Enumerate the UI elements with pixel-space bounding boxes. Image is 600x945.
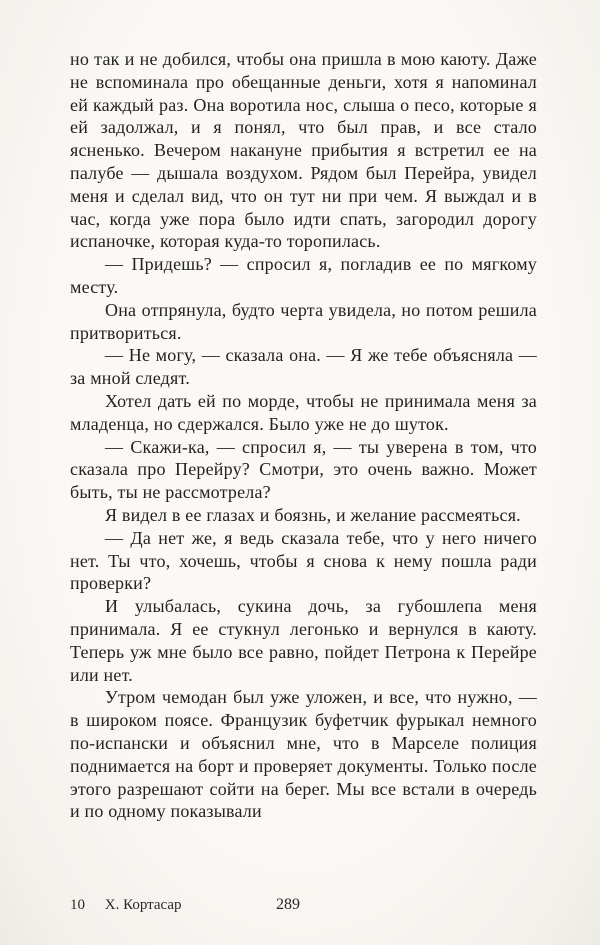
paragraph: Я видел в ее глазах и боязнь, и желание рассмеяться. — [105, 504, 521, 525]
paragraph: Она отпрянула, будто черта увидела, но потом решила притвориться. — [70, 299, 537, 343]
paragraph: — Придешь? — спросил я, погладив ее по мягкому месту. — [70, 254, 537, 297]
author-name: Х. Кортасар — [104, 897, 182, 913]
paragraph: И улыбалась, сукина дочь, за губошлепа меня принимала. Я ее стукнул легонько и вернулся в каюту. Теперь уж мне было все равно, пойдет Петрона к Перейре или нет. — [70, 596, 537, 685]
paragraph: — Скажи-ка, — спросил я, — ты уверена в том, что сказала про Перейру? Смотри, это очень важно. Может быть, ты не рассмотрела? — [70, 436, 537, 503]
page-footer — [70, 895, 537, 915]
signature-number: 10 — [70, 897, 85, 913]
paragraph: Хотел дать ей по морде, чтобы не принимала меня за младенца, но сдержался. Было уже не до шуток. — [70, 390, 537, 434]
paragraph: Утром чемодан был уже уложен, и все, что нужно, — в широком поясе. Французик буфетчик фурыкал немного по-испански и объяснил мне, что в Марселе полиция поднимается на борт и проверяет документы. Только после этого разрешают сойти на берег. Мы все встали в очередь и по одному показывали — [70, 687, 537, 822]
paragraph: — Не могу, — сказала она. — Я же тебе объясняла — за мной следят. — [70, 345, 537, 389]
paragraph: но так и не добился, чтобы она пришла в мою каюту. Даже не вспоминала про обещанные деньги, хотя я напоминал ей каждый раз. Она воротила нос, слыша о песо, которые я ей задолжал, и я понял, что был прав, и все стало ясненько. Вечером накануне прибытия я встретил ее на палубе — дышала воздухом. Рядом был Перейра, увидел меня и сделал вид, что он тут ни при чем. Я выждал и в час, когда уже пора было идти спать, загородил дорогу испаночке, которая куда-то торопилась. — [70, 49, 537, 252]
page-text — [70, 48, 537, 823]
page-number: 289 — [276, 896, 300, 913]
paragraph: — Да нет же, я ведь сказала тебе, что у него ничего нет. Ты что, хочешь, чтобы я снова к нему пошла ради проверки? — [70, 527, 537, 594]
